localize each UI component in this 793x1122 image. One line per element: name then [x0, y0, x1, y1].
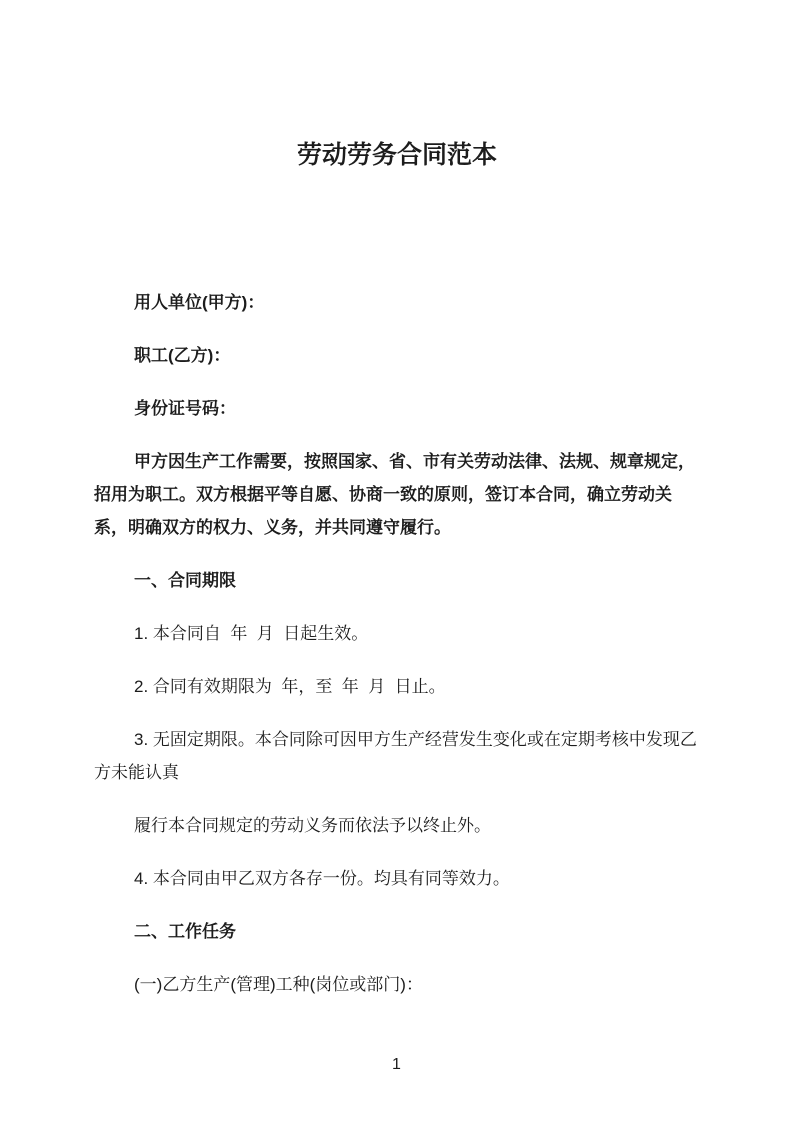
section-one-clause-2: 2. 合同有效期限为 年，至 年 月 日止。 — [134, 677, 446, 696]
intro-paragraph: 甲方因生产工作需要，按照国家、省、市有关劳动法律、法规、规章规定，招用为职工。双方根据平等自愿、协商一致的原则，签订本合同，确立劳动关系，明确双方的权力、义务，并共同遵守履行。 — [94, 452, 695, 537]
section-one-clause-4: 4. 本合同由甲乙双方各存一份。均具有同等效力。 — [134, 869, 510, 888]
id-number-field-label: 身份证号码： — [134, 399, 236, 418]
page-number: 1 — [392, 1056, 401, 1073]
party-b-field-label: 职工(乙方)： — [134, 346, 231, 365]
document-title: 劳动劳务合同范本 — [296, 141, 497, 169]
section-two-clause-1: (一)乙方生产(管理)工种(岗位或部门)： — [134, 975, 423, 994]
section-two-heading: 二、工作任务 — [134, 922, 236, 941]
section-one-clause-1: 1. 本合同自 年 月 日起生效。 — [134, 624, 369, 643]
party-a-field-label: 用人单位(甲方)： — [134, 293, 265, 312]
section-one-clause-3: 3. 无固定期限。本合同除可因甲方生产经营发生变化或在定期考核中发现乙方未能认真 — [94, 730, 697, 782]
section-one-heading: 一、合同期限 — [134, 571, 236, 590]
section-one-clause-3-continuation: 履行本合同规定的劳动义务而依法予以终止外。 — [134, 816, 491, 835]
